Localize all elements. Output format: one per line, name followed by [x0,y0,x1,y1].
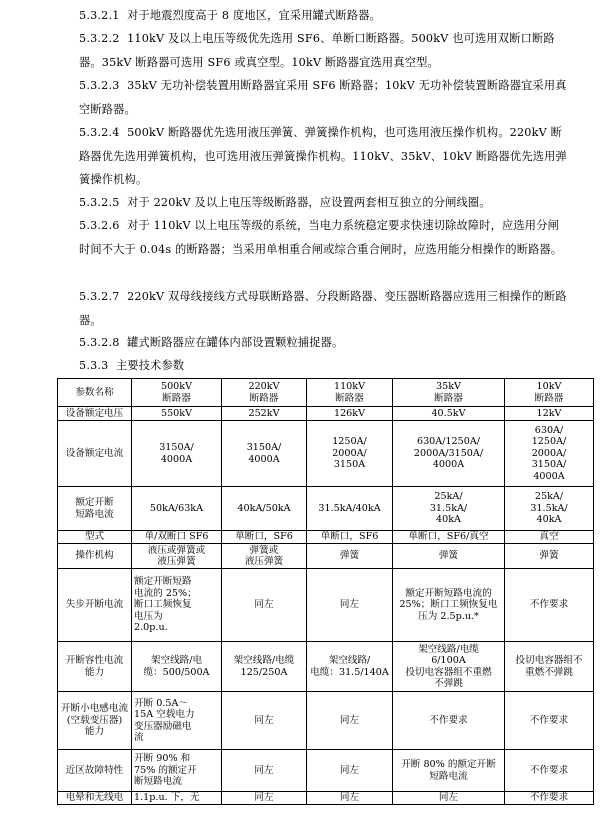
cell-line: 75% 的额定开 [134,764,197,776]
cell-line: 220kV [248,381,280,392]
value-cell [222,642,307,692]
value-cell [132,750,222,792]
param-name-cell [58,692,132,750]
cell-line: 变压器励磁电 [134,720,192,732]
clause-number: 5.3.2.1 [79,9,120,22]
cell-line: 操作机构 [75,550,114,562]
cell-line: 额定开断短路 [134,576,192,588]
cell-line: 同左 [254,714,274,726]
clause-text: 罐式断路器应在罐体内部设置颗粒捕捉器。 [127,336,344,349]
cell-line: 短路电流 [75,508,114,520]
cell-line: 近区故障特性 [65,764,124,776]
cell-line: 25kA/ [434,491,463,503]
header-cell [222,379,307,407]
clause-number: 5.3.2.5 [79,196,120,209]
cell-line: 电晕和无线电 [65,792,124,804]
cell-line: 液压弹簧 [244,556,284,567]
cell-line: 12kV [536,407,562,419]
value-cell [307,569,393,642]
value-cell [132,421,222,487]
value-cell [132,487,222,531]
value-cell [307,692,393,750]
cell-line: 单断口，SF6 [320,531,379,543]
value-cell [222,692,307,750]
cell-line: 125/250A [240,666,288,678]
table-row [58,544,594,569]
cell-line: 开断 0.5A～ [134,697,189,709]
cell-line: 4000A [533,470,565,482]
table-row [58,642,594,692]
value-cell [393,569,505,642]
cell-line: 同左 [339,764,360,776]
clause-5-3-2-6 [79,214,569,261]
cell-line: 4000A [160,453,193,465]
cell-line: 25%；断口工频恢复电 [399,599,498,611]
cell-line: 1250A/ [332,436,367,448]
cell-line: 单断口，SF6/真空 [408,531,489,543]
value-cell [393,642,505,692]
cell-line: 630A/ [534,424,564,436]
value-cell [307,792,393,805]
cell-line: 单/双断口 SF6 [144,531,209,543]
cell-line: 6/100A [431,655,466,666]
value-cell [222,531,307,544]
cell-line: 40.5kV [431,407,466,419]
header-cell [307,379,393,407]
cell-line: 弹簧或 [249,544,279,556]
value-cell [132,531,222,544]
cell-line: 3150A/ [531,459,567,471]
clause-number: 5.3.2.8 [79,336,120,349]
cell-line: 弹簧 [539,550,559,562]
cell-line: 31.5kA/40kA [318,502,381,514]
cell-line: 31.5kA/ [530,502,568,514]
cell-line: 40kA/50kA [237,502,291,514]
cell-line: 开断 90% 和 [134,753,191,765]
value-cell [393,531,505,544]
value-cell [132,642,222,692]
value-cell [222,569,307,642]
clause-5-3-2-1 [79,4,569,28]
cell-line: 架空线路/电缆 [233,655,295,666]
value-cell [307,544,393,569]
cell-line: 630A/1250A/ [416,436,481,448]
value-cell [393,421,505,487]
cell-line: 断路器 [434,392,463,404]
cell-line: 不弹跳 [434,678,463,689]
value-cell [505,792,594,805]
clause-5-3-2-2 [79,27,569,74]
cell-line: 40kA [436,514,461,526]
cell-line: 断路器 [249,392,279,404]
value-cell [307,421,393,487]
cell-line: 2000A/ [332,447,367,459]
header-cell [393,379,505,407]
clause-number: 5.3.2.7 [79,290,120,303]
cell-line: 断口工频恢复 [134,599,192,611]
cell-line: 额定开断 [75,497,114,508]
cell-line: 型式 [84,531,105,543]
value-cell [505,407,594,421]
value-cell [132,692,222,750]
param-name-cell [58,531,132,544]
cell-line: 开断 80% 的额定开断 [401,759,496,770]
cell-line: 1.1p.u. 下，无 [134,792,200,804]
clause-text: 对于 110kV 以上电压等级的系统，当电力系统稳定要求快速切除故障时，应选用分闸时间不大于 0.04s 的断路器；当采用单相重合闸或综合重合闸时，应选用能分相操作的断路器。 [79,219,563,256]
cell-line: 2000A/3150A/ [413,447,484,459]
cell-line: 同左 [339,714,360,726]
clause-5-3-2-4 [79,121,569,192]
cell-line: 能力 [84,666,105,678]
clause-text: 110kV 及以上电压等级优先选用 SF6、单断口断路器。500kV 也可选用双断口断路器。35kV 断路器可选用 SF6 或真空型。10kV 断路器宜选用真空型。 [79,32,555,69]
value-cell [132,544,222,569]
cell-line: 断路器 [162,392,191,404]
cell-line: 断短路电流 [134,776,182,788]
table-row [58,421,594,487]
header-cell [132,379,222,407]
cell-line: 4000A [432,459,465,471]
value-cell [393,487,505,531]
table-row [58,792,594,805]
value-cell [393,544,505,569]
cell-line: 架空线路/电缆 [418,643,479,655]
cell-line: 110kV [333,381,366,392]
value-cell [307,531,393,544]
param-name-cell [58,407,132,421]
value-cell [222,407,307,421]
cell-line: 开断小电感电流 [60,703,129,715]
param-name-cell [58,569,132,642]
cell-line: 参数名称 [75,386,114,398]
header-cell [505,379,594,407]
value-cell [505,692,594,750]
cell-line: 252kV [248,407,280,419]
value-cell [393,692,505,750]
cell-line: 2000A/ [531,447,567,459]
value-cell [132,792,222,805]
value-cell [222,750,307,792]
clause-number: 5.3.2.4 [79,126,120,139]
cell-line: 同左 [254,764,274,776]
cell-line: 流 [134,732,144,743]
value-cell [132,407,222,421]
clause-text: 500kV 断路器优先选用液压弹簧、弹簧操作机构，也可选用液压操作机构。220kV 断路器优先选用弹簧机构，也可选用液压弹簧操作机构。110kV、35kV、10kV 断路器优先选用弹簧操作机构。 [79,126,567,186]
cell-line: 同左 [339,792,360,804]
cell-line: 架空线路/电 [150,655,203,666]
value-cell [505,487,594,531]
cell-line: 2.0p.u. [134,622,168,634]
value-cell [222,487,307,531]
cell-line: 3150A/ [159,442,194,453]
cell-line: 投切电容器组不 [515,655,583,666]
value-cell [505,531,594,544]
cell-line: 同左 [254,599,274,611]
cell-line: 126kV [333,407,366,419]
cell-line: 真空 [539,531,559,543]
cell-line: 同左 [254,792,274,804]
cell-line: 液压或弹簧或 [147,544,206,556]
cell-line: 电流的 25%； [134,587,197,599]
cell-line: 不作要求 [529,714,569,726]
cell-line: 缆：500/500A [143,666,210,678]
cell-line: 失步开断电流 [65,599,124,611]
clause-text: 35kV 无功补偿装置用断路器宜采用 SF6 断路器；10kV 无功补偿装置断路器宜采用真空断路器。 [79,79,567,116]
table-row [58,692,594,750]
cell-line: 35kV [436,381,461,392]
cell-line: 弹簧 [438,550,459,562]
cell-line: 投切电容器组不重燃 [405,666,492,678]
table-header-row [58,379,594,407]
cell-line: 弹簧 [339,550,360,562]
param-name-cell [58,421,132,487]
clause-5-3-2-7 [79,285,569,332]
value-cell [505,421,594,487]
clause-text: 对于 220kV 及以上电压等级断路器，应设置两套相互独立的分闸线圈。 [127,196,491,209]
cell-line: 电缆：31.5/140A [310,666,389,678]
cell-line: 40kA [536,514,562,526]
cell-line: 断路器 [534,392,564,404]
clause-number: 5.3.2.3 [79,79,120,92]
value-cell [393,750,505,792]
clause-5-3-3 [79,354,569,378]
cell-line: 同左 [438,792,459,804]
value-cell [307,642,393,692]
value-cell [222,544,307,569]
value-cell [505,569,594,642]
cell-line: 重燃不弹跳 [525,666,573,678]
cell-line: (空载变压器) [66,714,123,726]
cell-line: 1250A/ [531,436,567,448]
cell-line: 单断口，SF6 [235,531,293,543]
cell-line: 3150A/ [246,442,282,453]
clause-text: 对于地震烈度高于 8 度地区，宜采用罐式断路器。 [127,9,382,22]
cell-line: 设备额定电压 [65,407,124,419]
clause-5-3-2-3 [79,74,569,121]
cell-line: 架空线路/ [328,655,371,666]
cell-line: 额定开断短路电流的 [405,587,492,599]
cell-line: 25kA/ [534,491,564,503]
cell-line: 短路电流 [429,770,468,782]
cell-line: 同左 [339,599,360,611]
clause-5-3-2-5 [79,191,569,215]
cell-line: 550kV [160,407,193,419]
cell-line: 15A 空载电力 [134,709,195,720]
value-cell [393,407,505,421]
value-cell [132,569,222,642]
table-row [58,487,594,531]
table-row [58,569,594,642]
cell-line: 能力 [84,726,105,738]
table-row [58,750,594,792]
cell-line: 断路器 [335,392,364,404]
table-row [58,407,594,421]
cell-line: 开断容性电流 [65,655,124,666]
param-name-cell [58,487,132,531]
cell-line: 设备额定电流 [65,447,124,459]
value-cell [307,487,393,531]
cell-line: 不作要求 [529,599,569,611]
cell-line: 3150A [333,459,366,471]
param-name-cell [58,642,132,692]
clause-text: 主要技术参数 [115,359,185,372]
clause-text: 220kV 双母线接线方式母联断路器、分段断路器、变压器断路器应选用三相操作的断路器。 [79,290,567,327]
cell-line: 压为 2.5p.u.* [418,610,479,622]
clause-number: 5.3.2.2 [79,32,120,45]
value-cell [505,544,594,569]
value-cell [307,407,393,421]
value-cell [307,750,393,792]
param-name-cell [58,750,132,792]
param-name-cell [58,792,132,805]
cell-line: 液压弹簧 [157,556,196,567]
cell-line: 不作要求 [429,714,468,726]
cell-line: 4000A [248,453,280,465]
value-cell [505,642,594,692]
table-row [58,531,594,544]
clause-number: 5.3.2.6 [79,219,120,232]
cell-line: 500kV [160,381,193,392]
cell-line: 电压为 [134,610,163,622]
header-cell [58,379,132,407]
clause-number: 5.3.3 [79,359,109,372]
cell-line: 不作要求 [529,792,569,804]
value-cell [393,792,505,805]
cell-line: 10kV [536,381,562,392]
technical-parameters-table [57,378,594,805]
value-cell [222,421,307,487]
param-name-cell [58,544,132,569]
cell-line: 31.5kA/ [429,502,468,514]
value-cell [505,750,594,792]
clause-5-3-2-8 [79,331,569,355]
value-cell [222,792,307,805]
cell-line: 50kA/63kA [149,502,204,514]
cell-line: 不作要求 [529,764,569,776]
